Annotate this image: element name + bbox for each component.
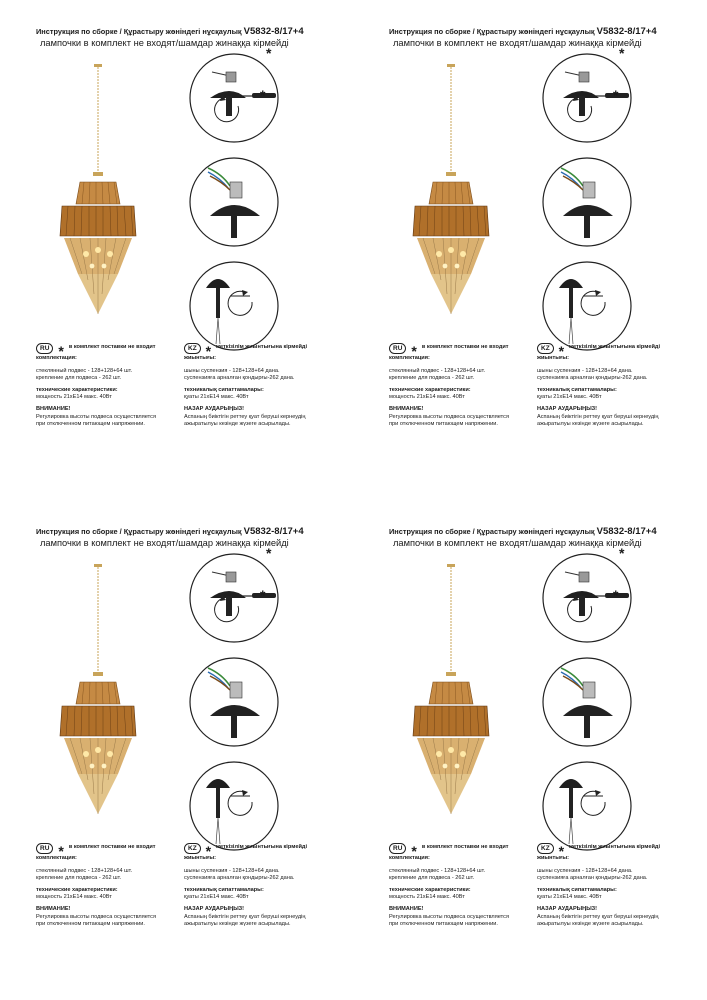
kz-warning-line: Аспаның биіктігін реттеу қуат беруші кернеудің bbox=[184, 413, 306, 420]
kz-kit-label: жиынтығы: bbox=[184, 855, 217, 861]
ru-tech-value: мощность 21xE14 макс. 40Вт bbox=[36, 894, 112, 901]
kz-tech-value: қуаты 21xE14 макс. 40Вт bbox=[184, 894, 249, 901]
ru-section bbox=[36, 842, 196, 929]
ru-badge: RU bbox=[389, 343, 406, 354]
kz-badge: KZ bbox=[537, 343, 554, 354]
ru-tech-label: технические характеристики: bbox=[389, 886, 471, 893]
asterisk-icon: * bbox=[411, 843, 417, 859]
ru-warning-line: Регулировка высоты подвеса осуществляется bbox=[36, 413, 156, 420]
instruction-title bbox=[36, 26, 366, 37]
kz-badge: KZ bbox=[184, 843, 201, 854]
kz-warning-line: Аспаның биіктігін реттеу қуат беруші кернеудің bbox=[537, 413, 659, 420]
step-1-height-adjust bbox=[539, 545, 635, 646]
kz-kit-line: шыны суспензия - 128+128+64 дана. bbox=[537, 367, 633, 374]
asterisk-icon: * bbox=[58, 843, 64, 859]
ru-warning-label: ВНИМАНИЕ! bbox=[389, 405, 424, 412]
bulbs-note: лампочки в комплект не входят/шамдар жинаққа кірмейді bbox=[40, 538, 289, 548]
ru-warning-line: при отключенном питающем напряжении. bbox=[36, 421, 145, 428]
bulbs-note: лампочки в комплект не входят/шамдар жинаққа кірмейді bbox=[40, 38, 289, 48]
ru-kit-line: стеклянный подвес - 128+128+64 шт. bbox=[36, 867, 133, 874]
title-prefix: Инструкция по сборке / Құрастыру жөніндегі нұсқаулық bbox=[36, 527, 244, 536]
ru-warning-line: Регулировка высоты подвеса осуществляется bbox=[36, 913, 156, 920]
step-1-height-adjust bbox=[186, 545, 282, 646]
asterisk-icon: * bbox=[411, 343, 417, 359]
kz-kit-line: суспензияға арналған қондырғы-262 дана. bbox=[537, 375, 648, 382]
ru-badge: RU bbox=[389, 843, 406, 854]
ru-kit-label: комплектация: bbox=[389, 855, 430, 861]
kz-tech-label: техникалық сипаттамалары: bbox=[537, 386, 617, 393]
step-1-height-adjust bbox=[539, 45, 635, 146]
instruction-title bbox=[389, 26, 707, 37]
kz-kit-line: суспензияға арналған қондырғы-262 дана. bbox=[184, 375, 295, 382]
ru-kit-line: стеклянный подвес - 128+128+64 шт. bbox=[389, 867, 486, 874]
ru-kit-line: крепление для подвеса - 262 шт. bbox=[36, 375, 122, 382]
asterisk-icon: * bbox=[205, 843, 212, 859]
kz-tech-value: қуаты 21xE14 макс. 40Вт bbox=[537, 894, 602, 901]
ru-section bbox=[389, 842, 549, 929]
kz-kit-line: шыны суспензия - 128+128+64 дана. bbox=[184, 867, 280, 874]
ru-not-included-note: в комплект поставки не входит bbox=[421, 344, 509, 351]
kz-tech-label: техникалық сипаттамалары: bbox=[537, 886, 617, 893]
kz-warning-label: НАЗАР АУДАРЫҢЫЗ! bbox=[184, 405, 245, 412]
model-number: V5832-8/17+4 bbox=[243, 526, 304, 537]
ru-warning-label: ВНИМАНИЕ! bbox=[389, 905, 424, 912]
kz-warning-line: Аспаның биіктігін реттеу қуат беруші кернеудің bbox=[184, 913, 306, 920]
asterisk-icon: * bbox=[558, 343, 565, 359]
instruction-panel bbox=[389, 26, 707, 486]
kz-tech-label: техникалық сипаттамалары: bbox=[184, 386, 264, 393]
model-number: V5832-8/17+4 bbox=[596, 26, 657, 37]
ru-not-included-note: в комплект поставки не входит bbox=[68, 844, 156, 851]
kz-kit-label: жиынтығы: bbox=[184, 355, 217, 361]
step-2-wiring bbox=[186, 154, 282, 250]
kz-warning-line: ажыратылуы кезінде жүзеге асырылады. bbox=[184, 421, 291, 428]
ru-kit-line: крепление для подвеса - 262 шт. bbox=[36, 875, 122, 882]
kz-kit-line: шыны суспензия - 128+128+64 дана. bbox=[184, 367, 280, 374]
kz-warning-label: НАЗАР АУДАРЫҢЫЗ! bbox=[537, 405, 598, 412]
ru-kit-label: комплектация: bbox=[36, 855, 77, 861]
kz-kit-line: суспензияға арналған қондырғы-262 дана. bbox=[537, 875, 648, 882]
ru-tech-label: технические характеристики: bbox=[389, 386, 471, 393]
ru-badge: RU bbox=[36, 843, 53, 854]
kz-badge: KZ bbox=[537, 843, 554, 854]
kz-section bbox=[537, 342, 697, 429]
kz-badge: KZ bbox=[184, 343, 201, 354]
asterisk-icon: * bbox=[266, 545, 272, 561]
ru-tech-value: мощность 21xE14 макс. 40Вт bbox=[389, 894, 465, 901]
kz-warning-line: ажыратылуы кезінде жүзеге асырылады. bbox=[184, 921, 291, 928]
ru-kit-line: стеклянный подвес - 128+128+64 шт. bbox=[36, 367, 133, 374]
kz-not-included-note: жеткізілім жиынтығына кірмейді bbox=[216, 344, 307, 351]
kz-kit-label: жиынтығы: bbox=[537, 855, 570, 861]
ru-warning-label: ВНИМАНИЕ! bbox=[36, 405, 71, 412]
asterisk-icon: * bbox=[613, 587, 619, 603]
chandelier-illustration bbox=[409, 64, 493, 334]
asterisk-icon: * bbox=[619, 545, 625, 561]
title-prefix: Инструкция по сборке / Құрастыру жөніндегі нұсқаулық bbox=[36, 27, 244, 36]
chandelier-illustration bbox=[56, 564, 140, 834]
kz-kit-label: жиынтығы: bbox=[537, 355, 570, 361]
ru-warning-label: ВНИМАНИЕ! bbox=[36, 905, 71, 912]
ru-warning-line: при отключенном питающем напряжении. bbox=[36, 921, 145, 928]
ru-warning-line: Регулировка высоты подвеса осуществляется bbox=[389, 413, 509, 420]
instruction-title bbox=[36, 526, 366, 537]
chandelier-illustration bbox=[409, 564, 493, 834]
bulbs-note: лампочки в комплект не входят/шамдар жинаққа кірмейді bbox=[393, 38, 642, 48]
kz-warning-label: НАЗАР АУДАРЫҢЫЗ! bbox=[537, 905, 598, 912]
asterisk-icon: * bbox=[260, 587, 266, 603]
step-2-wiring bbox=[539, 154, 635, 250]
ru-tech-value: мощность 21xE14 макс. 40Вт bbox=[36, 394, 112, 401]
ru-tech-label: технические характеристики: bbox=[36, 386, 118, 393]
kz-not-included-note: жеткізілім жиынтығына кірмейді bbox=[216, 844, 307, 851]
ru-kit-label: комплектация: bbox=[389, 355, 430, 361]
ru-badge: RU bbox=[36, 343, 53, 354]
ru-warning-line: при отключенном питающем напряжении. bbox=[389, 921, 498, 928]
asterisk-icon: * bbox=[205, 343, 212, 359]
asterisk-icon: * bbox=[613, 87, 619, 103]
title-prefix: Инструкция по сборке / Құрастыру жөніндегі нұсқаулық bbox=[389, 527, 597, 536]
kz-warning-line: ажыратылуы кезінде жүзеге асырылады. bbox=[537, 921, 644, 928]
kz-tech-label: техникалық сипаттамалары: bbox=[184, 886, 264, 893]
ru-kit-line: крепление для подвеса - 262 шт. bbox=[389, 875, 475, 882]
ru-warning-line: при отключенном питающем напряжении. bbox=[389, 421, 498, 428]
ru-kit-label: комплектация: bbox=[36, 355, 77, 361]
bulbs-note: лампочки в комплект не входят/шамдар жинаққа кірмейді bbox=[393, 538, 642, 548]
kz-not-included-note: жеткізілім жиынтығына кірмейді bbox=[569, 344, 660, 351]
instruction-panel bbox=[389, 526, 707, 986]
ru-kit-line: стеклянный подвес - 128+128+64 шт. bbox=[389, 367, 486, 374]
kz-warning-line: ажыратылуы кезінде жүзеге асырылады. bbox=[537, 421, 644, 428]
kz-warning-line: Аспаның биіктігін реттеу қуат беруші кернеудің bbox=[537, 913, 659, 920]
ru-not-included-note: в комплект поставки не входит bbox=[421, 844, 509, 851]
ru-tech-label: технические характеристики: bbox=[36, 886, 118, 893]
model-number: V5832-8/17+4 bbox=[596, 526, 657, 537]
step-2-wiring bbox=[539, 654, 635, 750]
asterisk-icon: * bbox=[260, 87, 266, 103]
model-number: V5832-8/17+4 bbox=[243, 26, 304, 37]
chandelier-illustration bbox=[56, 64, 140, 334]
kz-tech-value: қуаты 21xE14 макс. 40Вт bbox=[537, 394, 602, 401]
kz-kit-line: суспензияға арналған қондырғы-262 дана. bbox=[184, 875, 295, 882]
ru-section bbox=[389, 342, 549, 429]
kz-section bbox=[537, 842, 697, 929]
asterisk-icon: * bbox=[58, 343, 64, 359]
instruction-title bbox=[389, 526, 707, 537]
ru-tech-value: мощность 21xE14 макс. 40Вт bbox=[389, 394, 465, 401]
step-2-wiring bbox=[186, 654, 282, 750]
kz-section bbox=[184, 842, 344, 929]
title-prefix: Инструкция по сборке / Құрастыру жөніндегі нұсқаулық bbox=[389, 27, 597, 36]
kz-tech-value: қуаты 21xE14 макс. 40Вт bbox=[184, 394, 249, 401]
asterisk-icon: * bbox=[619, 45, 625, 61]
asterisk-icon: * bbox=[266, 45, 272, 61]
kz-kit-line: шыны суспензия - 128+128+64 дана. bbox=[537, 867, 633, 874]
kz-not-included-note: жеткізілім жиынтығына кірмейді bbox=[569, 844, 660, 851]
ru-not-included-note: в комплект поставки не входит bbox=[68, 344, 156, 351]
instruction-panel bbox=[36, 26, 366, 486]
instruction-panel bbox=[36, 526, 366, 986]
ru-kit-line: крепление для подвеса - 262 шт. bbox=[389, 375, 475, 382]
step-1-height-adjust bbox=[186, 45, 282, 146]
asterisk-icon: * bbox=[558, 843, 565, 859]
kz-warning-label: НАЗАР АУДАРЫҢЫЗ! bbox=[184, 905, 245, 912]
ru-warning-line: Регулировка высоты подвеса осуществляется bbox=[389, 913, 509, 920]
kz-section bbox=[184, 342, 344, 429]
ru-section bbox=[36, 342, 196, 429]
